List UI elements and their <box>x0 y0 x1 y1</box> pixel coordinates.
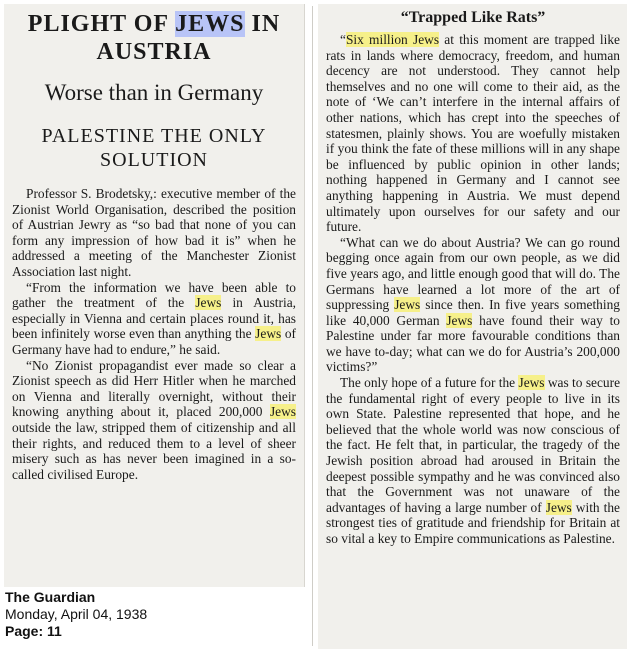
paragraph: “No Zionist propagandist ever made so clear a Zionist speech as did Herr Hitler when he marched on Vienna and literally overnight, without their knowing anything about it, placed 200,000 Jews outside the law, stripped them of citizenship and all their rights, and reduced them to a level of sheer misery such as has never been imagined in a so-called civilised Europe. <box>12 357 296 482</box>
paragraph: “From the information we have been able to gather the treatment of the Jews in Austria, especially in Vienna and certain places round it, has been infinitely worse even than anything the Jews of Germany have had to endure,” he said. <box>12 279 296 357</box>
term-highlight: Jews <box>269 404 296 420</box>
term-highlight: Jews <box>394 297 421 313</box>
term-highlight: Jews <box>195 295 222 311</box>
paragraph: The only hope of a future for the Jews was to secure the fundamental right of every people to live in its own State. Palestine represented that hope, and he believed that the whole world was now conscious of the fact. He felt that, in particular, the tragedy of the Jewish position abroad had aroused in Britain the deepest possible sympathy and he was convinced also that the Government was not unaware of the advantages of having a large number of Jews with the strongest ties of gratitude and friendship for Britain at so vital a key to Empire communications as Palestine. <box>326 375 621 546</box>
source-page: Page: 11 <box>5 623 62 639</box>
column-divider <box>312 6 313 646</box>
column-title: “Trapped Like Rats” <box>400 9 546 26</box>
headline: PLIGHT OF JEWS IN AUSTRIA <box>27 11 281 65</box>
subheadline: Worse than in Germany <box>44 80 264 105</box>
paragraph: Professor S. Brodetsky,: executive member of the Zionist World Organisation, described the position of Austrian Jewry as “so bad that none of you can form any impression of how bad it is” when he addressed a meeting of the Manchester Zionist Association last night. <box>12 186 296 279</box>
right-column <box>318 4 627 649</box>
term-highlight: Jews <box>545 499 572 515</box>
left-column <box>4 4 305 587</box>
paragraph: “What can we do about Austria? We can go round begging once again from our own people, as we did five years ago, and little enough good that will do. The Germans have learned a lot more of the art of suppressing Jews since then. In five years something like 40,000 German Jews have found their way to Palestine under far more favourable conditions than we have to-day; what can we do for Austria’s 200,000 victims?” <box>326 234 620 375</box>
source-name: The Guardian <box>5 589 96 605</box>
term-highlight: Jews <box>446 312 473 328</box>
section-heading: PALESTINE THE ONLY SOLUTION <box>41 125 267 171</box>
paragraph: “Six million Jews at this moment are trapped like rats in lands where democracy, freedom, and human decency are not understood. They cannot help themselves and no one will come to their aid, as the note of ‘We can’t interfere in the internal affairs of other nations, which has crept into the speeches of statesmen, plainly shows. You are woefully mistaken if you think the fate of these millions will in any shape be influenced by public opinion in other lands; nothing happened in Germany and I cannot see anything happening in Austria. We must depend ultimately upon ourselves for our safety and our future. <box>326 32 620 235</box>
term-highlight: Jews <box>518 375 545 391</box>
source-date: Monday, April 04, 1938 <box>5 606 148 622</box>
term-highlight: Jews <box>255 326 282 342</box>
right-article-body <box>326 32 620 547</box>
left-article-body <box>12 186 296 482</box>
term-highlight: Six million Jews <box>345 32 440 47</box>
search-highlight: JEWS <box>175 11 245 37</box>
source-caption <box>5 589 147 640</box>
